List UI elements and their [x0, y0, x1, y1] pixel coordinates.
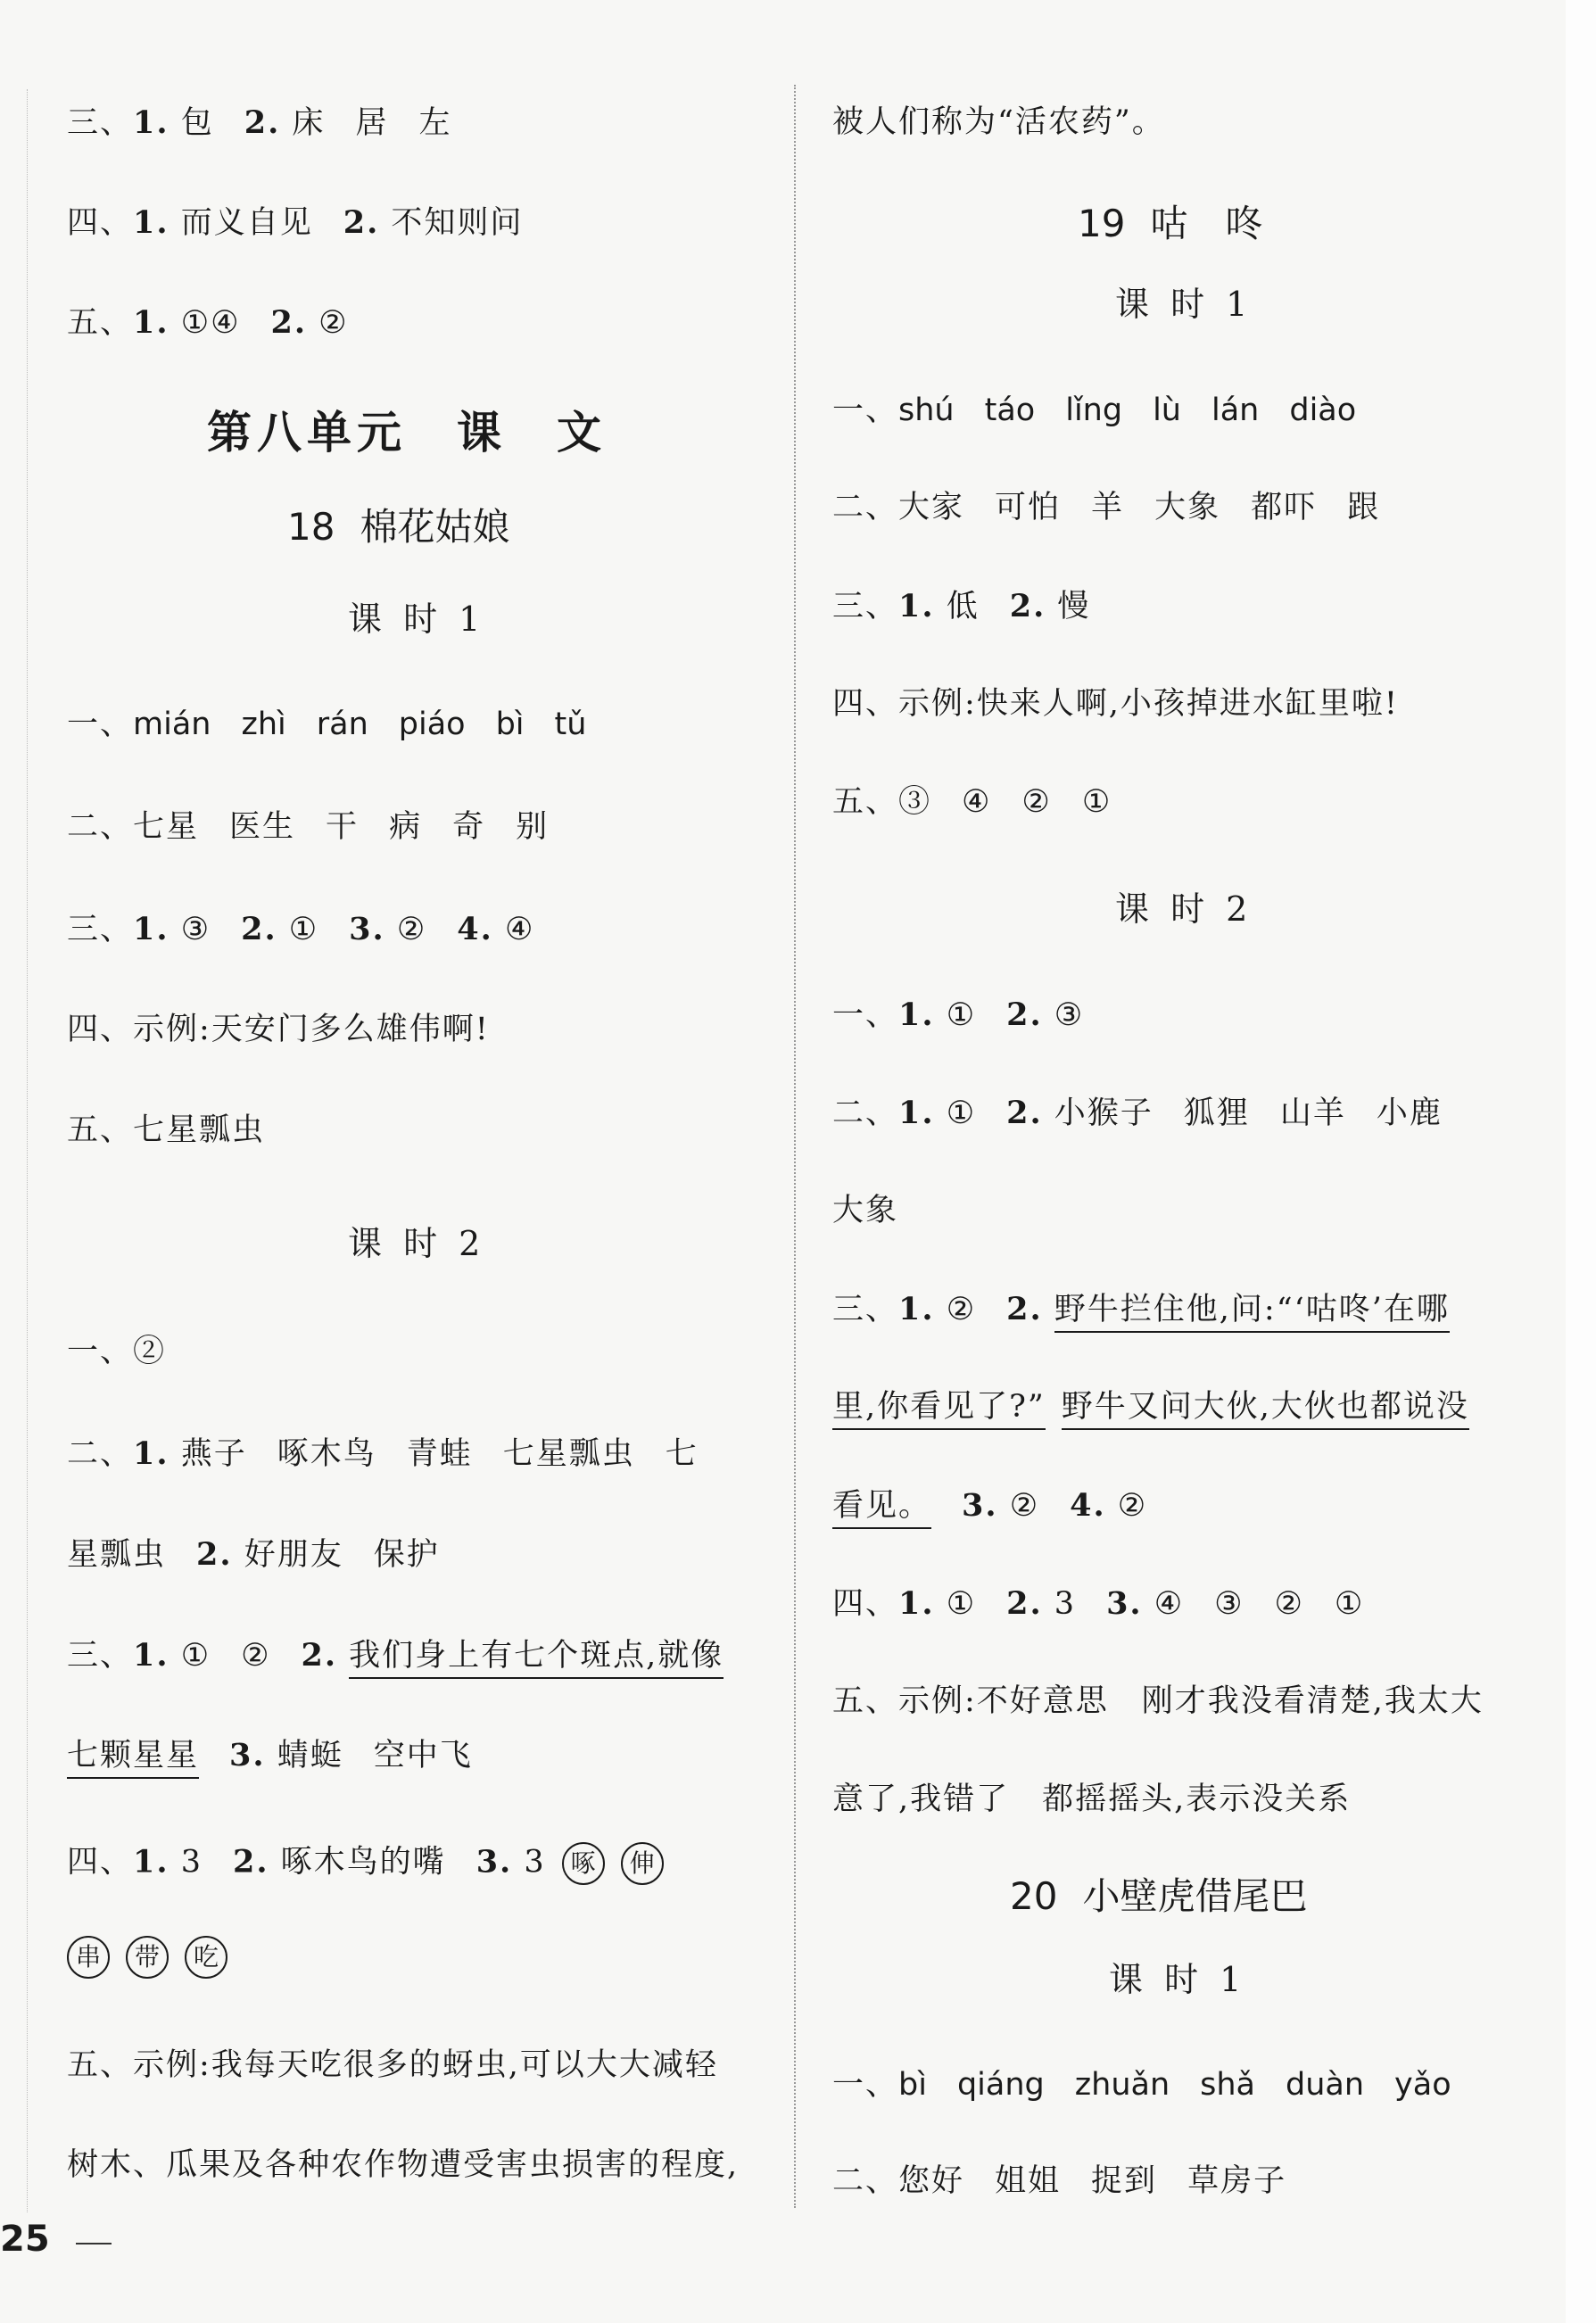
answer-line: 五、1. ①④ 2. ②: [67, 304, 349, 341]
unit-title: 第八单元 课 文: [207, 407, 607, 459]
circled-character: 啄: [562, 1842, 605, 1885]
lesson-title: 19 咕 咚: [1078, 202, 1263, 245]
column-divider: [794, 85, 796, 2208]
page-edge: [1566, 0, 1596, 2323]
circled-character: 吃: [185, 1936, 227, 1979]
answer-line: 三、1. 低 2. 慢: [832, 588, 1091, 624]
underlined-answer: 七颗星星: [67, 1738, 199, 1779]
session-heading: 课 时 2: [348, 1224, 486, 1263]
session-heading: 课 时 1: [1115, 285, 1253, 324]
circled-character: 串: [67, 1936, 110, 1979]
answer-line: 意了,我错了 都摇摇头,表示没关系: [832, 1782, 1352, 1817]
answer-line: 一、②: [67, 1334, 167, 1369]
answer-line: [832, 1389, 1469, 1425]
answer-line: 树木、瓜果及各种农作物遭受害虫损害的程度,: [67, 2147, 740, 2183]
answer-line: 五、示例:我每天吃很多的蚜虫,可以大大减轻: [67, 2047, 718, 2083]
answer-line: 三、1. ③ 2. ① 3. ② 4. ④: [67, 911, 535, 947]
answer-line: 五、③ ④ ② ①: [832, 784, 1112, 820]
answer-line: 三、1. ① ② 2. 我们身上有七个斑点,就像: [67, 1640, 724, 1672]
answer-line: 二、1. ① 2. 小猴子 狐狸 山羊 小鹿: [832, 1095, 1443, 1131]
answer-line: 二、1. 燕子 啄木鸟 青蛙 七星瓢虫 七: [67, 1435, 699, 1472]
answer-line: 四、示例:快来人啊,小孩掉进水缸里啦!: [832, 686, 1399, 722]
answer-line: 二、七星 医生 干 病 奇 别: [67, 809, 550, 845]
lesson-title: 18 棉花姑娘: [287, 505, 510, 549]
answer-line: 三、1. ② 2. 野牛拦住他,问:“‘咕咚’在哪: [832, 1294, 1450, 1326]
answer-line: 二、大家 可怕 羊 大象 都吓 跟: [832, 490, 1381, 525]
page-number-rule: [76, 2243, 112, 2244]
answer-line: [67, 1936, 227, 1979]
answer-line: 二、您好 姐姐 捉到 草房子: [832, 2163, 1287, 2199]
pinyin-line: 一、bì qiáng zhuǎn shǎ duàn yǎo: [832, 2067, 1451, 2103]
underlined-answer: 看见。: [832, 1488, 931, 1529]
answer-line: 七颗星星 3. 蜻蜓 空中飞: [67, 1740, 473, 1772]
underlined-answer: 里,你看见了?”: [832, 1389, 1046, 1430]
answer-line: 三、1. 包 2. 床 居 左: [67, 104, 452, 141]
circled-character: 带: [126, 1936, 169, 1979]
answer-line: 一、1. ① 2. ③: [832, 996, 1085, 1033]
answer-line: 星瓢虫 2. 好朋友 保护: [67, 1536, 440, 1573]
circled-character: 伸: [621, 1842, 664, 1885]
answer-line: 五、示例:不好意思 刚才我没看清楚,我太大: [832, 1683, 1484, 1719]
answer-line: 四、1. 而义自见 2. 不知则问: [67, 204, 524, 241]
answer-line: 大象: [832, 1193, 899, 1228]
session-heading: 课 时 1: [348, 599, 486, 639]
session-heading: 课 时 2: [1115, 889, 1253, 929]
answer-line: 四、1. ① 2. 3 3. ④ ③ ② ①: [832, 1585, 1365, 1622]
answer-line: 看见。 3. ② 4. ②: [832, 1490, 1147, 1522]
answer-line: 四、1. 3 2. 啄木鸟的嘴 3. 3 啄 伸: [67, 1842, 664, 1885]
lesson-title: 20 小壁虎借尾巴: [1010, 1874, 1308, 1918]
answer-line: 被人们称为“活农药”。: [832, 104, 1165, 140]
page-number: 25: [0, 2219, 50, 2260]
underlined-answer: 我们身上有七个斑点,就像: [349, 1638, 724, 1679]
underlined-answer: 野牛又问大伙,大伙也都说没: [1062, 1389, 1469, 1430]
pinyin-line: 一、mián zhì rán piáo bì tǔ: [67, 707, 587, 742]
answer-line: 四、示例:天安门多么雄伟啊!: [67, 1012, 490, 1047]
underlined-answer: 野牛拦住他,问:“‘咕咚’在哪: [1054, 1292, 1450, 1333]
session-heading: 课 时 1: [1109, 1960, 1247, 1999]
left-margin-line: [27, 89, 28, 2212]
answer-line: 五、七星瓢虫: [67, 1112, 266, 1148]
pinyin-line: 一、shú táo lǐng lù lán diào: [832, 393, 1357, 428]
